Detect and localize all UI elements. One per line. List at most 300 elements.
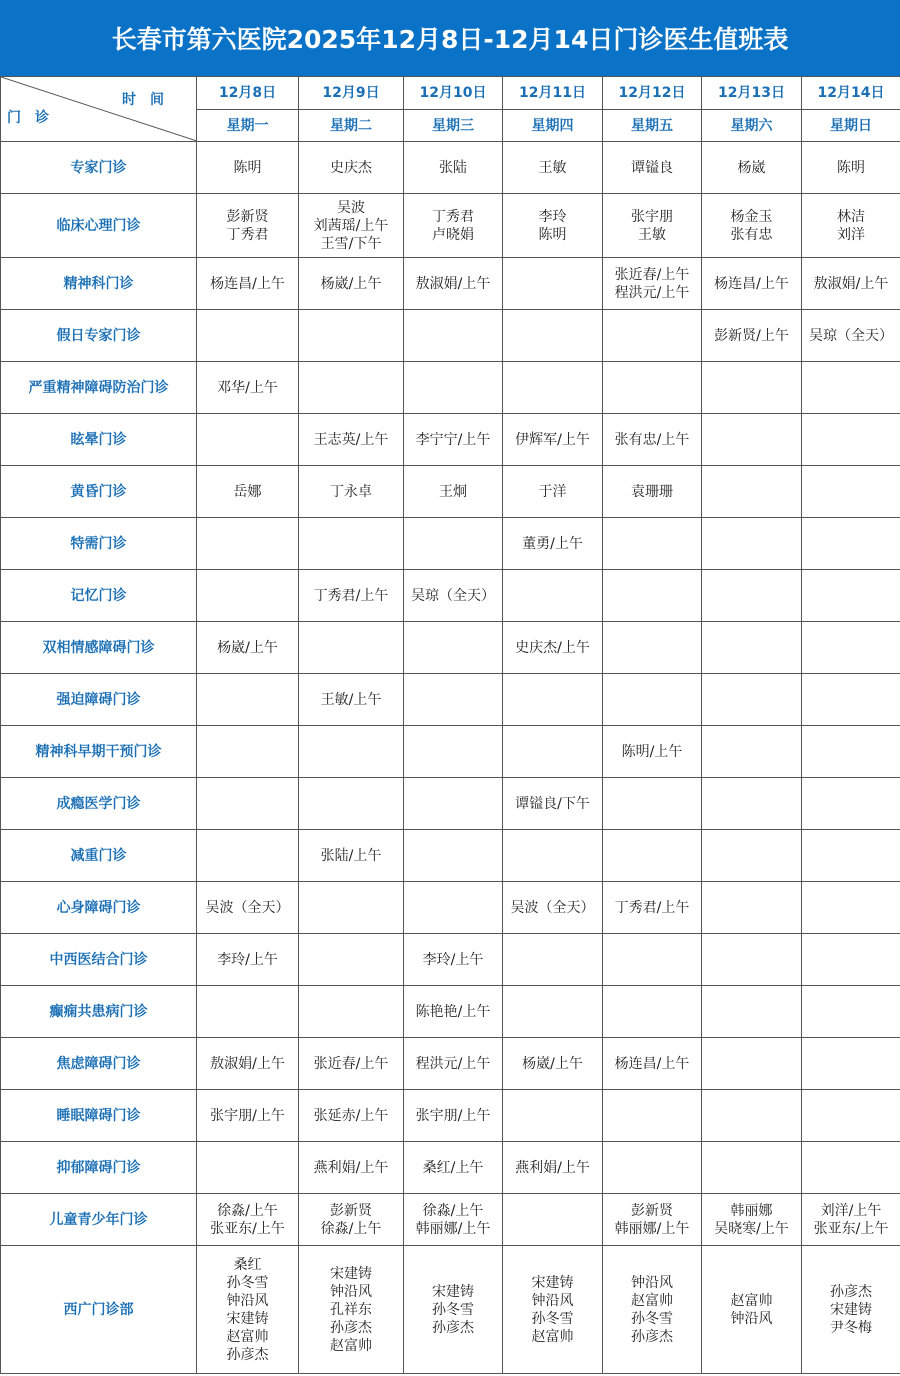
duty-cell: [503, 570, 603, 622]
duty-cell: [802, 194, 900, 258]
doctor-entry: 赵富帅: [226, 1328, 269, 1345]
duty-cell: [503, 622, 603, 674]
duty-cell: [702, 778, 802, 830]
doctor-entry: 杨崴/上午: [320, 275, 382, 292]
weekday-header: 星期三: [404, 110, 503, 142]
doctor-entry: 孙冬雪: [531, 1310, 574, 1327]
doctor-entry: 彭新贤: [631, 1202, 673, 1219]
clinic-name: 特需门诊: [1, 518, 197, 570]
clinic-name: 癫痫共患病门诊: [1, 986, 197, 1038]
weekday-header: 星期五: [603, 110, 702, 142]
duty-cell: [702, 1142, 802, 1194]
duty-cell: [197, 194, 299, 258]
doctor-entry: 谭镒良: [631, 159, 673, 176]
doctor-entry: 宋建铸: [330, 1265, 372, 1282]
duty-cell: [702, 726, 802, 778]
duty-cell: [702, 466, 802, 518]
table-row: [1, 1090, 900, 1142]
clinic-label: 门诊: [7, 110, 63, 126]
table-row: [1, 674, 900, 726]
doctor-entry: 孙彦杰: [631, 1328, 673, 1345]
duty-cell: [299, 1090, 404, 1142]
duty-cell: [197, 1142, 299, 1194]
duty-cell: [404, 362, 503, 414]
clinic-name: 心身障碍门诊: [1, 882, 197, 934]
duty-cell: [404, 466, 503, 518]
table-row: [1, 830, 900, 882]
duty-cell: [603, 1246, 702, 1374]
duty-cell: [503, 518, 603, 570]
duty-cell: [802, 466, 900, 518]
doctor-entry: 丁秀君: [432, 208, 474, 225]
duty-cell: [503, 194, 603, 258]
duty-cell: [503, 1194, 603, 1246]
duty-cell: [802, 674, 900, 726]
duty-cell: [802, 726, 900, 778]
header-corner-cell: [1, 77, 197, 142]
doctor-entry: 赵富帅: [631, 1292, 673, 1309]
duty-cell: [702, 1038, 802, 1090]
doctor-entry: 张亚东/上午: [210, 1220, 285, 1237]
doctor-entry: 吴晓寒/上午: [714, 1220, 789, 1237]
doctor-entry: 杨崴/上午: [522, 1055, 583, 1072]
doctor-entry: 孙彦杰: [432, 1319, 474, 1336]
doctor-entry: 李玲: [538, 208, 567, 225]
doctor-entry: 韩丽娜/上午: [614, 1220, 690, 1237]
doctor-entry: 钟沿风: [226, 1292, 269, 1309]
doctor-entry: 钟沿风: [730, 1310, 773, 1327]
doctor-entry: 张陆/上午: [320, 847, 382, 864]
doctor-entry: 宋建铸: [226, 1310, 269, 1327]
doctor-entry: 谭镒良/下午: [515, 795, 590, 812]
clinic-name: 眩晕门诊: [1, 414, 197, 466]
doctor-entry: 陈明: [233, 159, 262, 176]
doctor-entry: 吴琼（全天）: [809, 327, 893, 344]
doctor-entry: 彭新贤/上午: [714, 327, 789, 344]
duty-schedule-table: [0, 76, 900, 1374]
duty-cell: [197, 830, 299, 882]
date-header: 12月10日: [404, 77, 503, 110]
duty-cell: [503, 414, 603, 466]
duty-cell: [299, 310, 404, 362]
duty-cell: [197, 674, 299, 726]
duty-cell: [702, 414, 802, 466]
duty-cell: [404, 310, 503, 362]
doctor-entry: 张近春/上午: [614, 266, 690, 283]
doctor-entry: 吴波（全天）: [510, 899, 595, 916]
duty-cell: [603, 570, 702, 622]
weekday-header: 星期日: [802, 110, 900, 142]
duty-cell: [802, 1142, 900, 1194]
duty-cell: [404, 258, 503, 310]
duty-cell: [702, 1246, 802, 1374]
duty-cell: [299, 414, 404, 466]
doctor-entry: 燕利娟/上午: [515, 1159, 590, 1176]
doctor-entry: 邓华/上午: [217, 379, 278, 396]
doctor-entry: 陈明: [837, 159, 865, 176]
duty-cell: [197, 466, 299, 518]
doctor-entry: 张延赤/上午: [313, 1107, 389, 1124]
duty-cell: [503, 258, 603, 310]
duty-cell: [404, 194, 503, 258]
duty-cell: [299, 986, 404, 1038]
doctor-entry: 刘洋: [837, 226, 865, 243]
duty-cell: [603, 622, 702, 674]
duty-cell: [702, 986, 802, 1038]
duty-cell: [404, 986, 503, 1038]
doctor-entry: 桑红: [233, 1256, 262, 1273]
duty-cell: [404, 934, 503, 986]
clinic-name: 临床心理门诊: [1, 194, 197, 258]
duty-cell: [299, 830, 404, 882]
duty-cell: [603, 466, 702, 518]
duty-cell: [404, 518, 503, 570]
doctor-entry: 程洪元/上午: [614, 284, 690, 301]
doctor-entry: 王敏/上午: [320, 691, 382, 708]
duty-cell: [299, 934, 404, 986]
doctor-entry: 张有忠/上午: [614, 431, 690, 448]
doctor-entry: 彭新贤: [226, 208, 269, 225]
doctor-entry: 丁永卓: [330, 483, 372, 500]
doctor-entry: 王炯: [439, 483, 467, 500]
duty-cell: [702, 362, 802, 414]
doctor-entry: 徐淼/上午: [320, 1220, 382, 1237]
date-header: 12月9日: [299, 77, 404, 110]
doctor-entry: 王敏: [638, 226, 666, 243]
doctor-entry: 敖淑娟/上午: [415, 275, 491, 292]
duty-cell: [299, 1038, 404, 1090]
duty-cell: [603, 1090, 702, 1142]
page-title: 长春市第六医院2025年12月8日-12月14日门诊医生值班表: [0, 0, 900, 76]
duty-cell: [503, 466, 603, 518]
duty-cell: [603, 258, 702, 310]
doctor-entry: 尹冬梅: [830, 1319, 872, 1336]
doctor-entry: 赵富帅: [531, 1328, 574, 1345]
doctor-entry: 丁秀君/上午: [313, 587, 389, 604]
doctor-entry: 张宇朋/上午: [415, 1107, 491, 1124]
duty-cell: [603, 934, 702, 986]
duty-cell: [802, 1246, 900, 1374]
table-row: [1, 1246, 900, 1374]
doctor-entry: 陈明: [538, 226, 567, 243]
duty-cell: [802, 986, 900, 1038]
doctor-entry: 史庆杰: [330, 159, 372, 176]
duty-cell: [503, 310, 603, 362]
doctor-entry: 史庆杰/上午: [515, 639, 590, 656]
duty-cell: [702, 882, 802, 934]
duty-cell: [503, 1142, 603, 1194]
duty-cell: [802, 882, 900, 934]
doctor-entry: 杨连昌/上午: [714, 275, 789, 292]
doctor-entry: 宋建铸: [830, 1301, 872, 1318]
duty-cell: [197, 622, 299, 674]
duty-cell: [603, 986, 702, 1038]
duty-cell: [503, 362, 603, 414]
duty-cell: [603, 830, 702, 882]
doctor-entry: 徐淼/上午: [217, 1202, 278, 1219]
doctor-entry: 刘洋/上午: [820, 1202, 882, 1219]
date-header: 12月14日: [802, 77, 900, 110]
duty-cell: [503, 830, 603, 882]
time-label: 时间: [122, 92, 178, 108]
doctor-entry: 杨崴/上午: [217, 639, 278, 656]
duty-cell: [802, 1194, 900, 1246]
duty-cell: [802, 778, 900, 830]
table-row: [1, 986, 900, 1038]
duty-cell: [404, 830, 503, 882]
duty-cell: [503, 1246, 603, 1374]
duty-cell: [404, 570, 503, 622]
duty-cell: [299, 1194, 404, 1246]
duty-cell: [299, 194, 404, 258]
doctor-entry: 吴波（全天）: [205, 899, 290, 916]
duty-cell: [197, 1246, 299, 1374]
duty-cell: [802, 622, 900, 674]
duty-cell: [197, 882, 299, 934]
doctor-entry: 刘茜瑶/上午: [313, 217, 389, 234]
duty-cell: [299, 674, 404, 726]
doctor-entry: 袁珊珊: [631, 483, 673, 500]
doctor-entry: 吴琼（全天）: [411, 587, 495, 604]
doctor-entry: 钟沿风: [531, 1292, 574, 1309]
doctor-entry: 赵富帅: [330, 1337, 372, 1354]
duty-cell: [603, 414, 702, 466]
doctor-entry: 丁秀君: [226, 226, 269, 243]
clinic-name: 精神科早期干预门诊: [1, 726, 197, 778]
duty-cell: [299, 518, 404, 570]
doctor-entry: 李宁宁/上午: [415, 431, 491, 448]
duty-cell: [802, 142, 900, 194]
duty-cell: [503, 882, 603, 934]
duty-cell: [404, 1038, 503, 1090]
date-header: 12月13日: [702, 77, 802, 110]
clinic-name: 中西医结合门诊: [1, 934, 197, 986]
doctor-entry: 张宇朋: [631, 208, 673, 225]
duty-cell: [197, 518, 299, 570]
doctor-entry: 宋建铸: [432, 1283, 474, 1300]
clinic-name: 假日专家门诊: [1, 310, 197, 362]
duty-cell: [404, 882, 503, 934]
duty-cell: [702, 518, 802, 570]
clinic-name: 睡眠障碍门诊: [1, 1090, 197, 1142]
duty-cell: [603, 142, 702, 194]
duty-cell: [503, 986, 603, 1038]
duty-cell: [197, 778, 299, 830]
doctor-entry: 彭新贤: [330, 1202, 372, 1219]
doctor-entry: 李玲/上午: [217, 951, 278, 968]
duty-cell: [404, 778, 503, 830]
doctor-entry: 王志英/上午: [313, 431, 389, 448]
weekday-header: 星期二: [299, 110, 404, 142]
duty-cell: [197, 1194, 299, 1246]
doctor-entry: 钟沿风: [330, 1283, 372, 1300]
doctor-entry: 赵富帅: [730, 1292, 773, 1309]
clinic-name: 严重精神障碍防治门诊: [1, 362, 197, 414]
clinic-name: 焦虑障碍门诊: [1, 1038, 197, 1090]
duty-cell: [404, 142, 503, 194]
duty-cell: [603, 1142, 702, 1194]
duty-cell: [802, 414, 900, 466]
doctor-entry: 张近春/上午: [313, 1055, 389, 1072]
duty-cell: [299, 362, 404, 414]
duty-cell: [299, 726, 404, 778]
duty-cell: [702, 570, 802, 622]
doctor-entry: 杨连昌/上午: [210, 275, 285, 292]
weekday-header: 星期六: [702, 110, 802, 142]
duty-cell: [299, 142, 404, 194]
doctor-entry: 陈明/上午: [621, 743, 683, 760]
duty-cell: [802, 310, 900, 362]
table-row: [1, 466, 900, 518]
duty-cell: [404, 1246, 503, 1374]
doctor-entry: 徐淼/上午: [422, 1202, 484, 1219]
duty-cell: [603, 778, 702, 830]
doctor-entry: 丁秀君/上午: [614, 899, 690, 916]
table-row: [1, 882, 900, 934]
doctor-entry: 于洋: [538, 483, 567, 500]
doctor-entry: 孙彦杰: [226, 1346, 269, 1363]
doctor-entry: 钟沿风: [631, 1274, 673, 1291]
doctor-entry: 李玲/上午: [422, 951, 484, 968]
table-row: [1, 934, 900, 986]
doctor-entry: 张有忠: [730, 226, 773, 243]
doctor-entry: 杨金玉: [730, 208, 773, 225]
doctor-entry: 张宇朋/上午: [210, 1107, 285, 1124]
doctor-entry: 张陆: [439, 159, 467, 176]
duty-cell: [802, 570, 900, 622]
doctor-entry: 敖淑娟/上午: [813, 275, 889, 292]
duty-cell: [603, 674, 702, 726]
table-row: [1, 570, 900, 622]
doctor-entry: 孙彦杰: [330, 1319, 372, 1336]
duty-cell: [702, 1090, 802, 1142]
duty-cell: [404, 1142, 503, 1194]
doctor-entry: 吴波: [337, 199, 365, 216]
clinic-name: 抑郁障碍门诊: [1, 1142, 197, 1194]
duty-cell: [197, 362, 299, 414]
duty-cell: [603, 362, 702, 414]
duty-cell: [603, 1038, 702, 1090]
duty-cell: [702, 934, 802, 986]
doctor-entry: 董勇/上午: [522, 535, 583, 552]
table-row: [1, 622, 900, 674]
date-header: 12月12日: [603, 77, 702, 110]
duty-cell: [197, 1090, 299, 1142]
duty-cell: [702, 258, 802, 310]
table-row: [1, 1194, 900, 1246]
duty-cell: [197, 1038, 299, 1090]
clinic-name: 强迫障碍门诊: [1, 674, 197, 726]
duty-cell: [603, 726, 702, 778]
clinic-name: 减重门诊: [1, 830, 197, 882]
doctor-entry: 王敏: [538, 159, 567, 176]
doctor-entry: 孙冬雪: [226, 1274, 269, 1291]
duty-cell: [503, 142, 603, 194]
table-row: [1, 414, 900, 466]
duty-cell: [603, 1194, 702, 1246]
duty-cell: [603, 310, 702, 362]
duty-cell: [702, 1194, 802, 1246]
duty-cell: [404, 1090, 503, 1142]
doctor-entry: 敖淑娟/上午: [210, 1055, 285, 1072]
clinic-name: 儿童青少年门诊: [1, 1194, 197, 1246]
duty-cell: [404, 674, 503, 726]
duty-cell: [503, 934, 603, 986]
duty-cell: [503, 1090, 603, 1142]
duty-cell: [603, 194, 702, 258]
duty-cell: [197, 414, 299, 466]
weekday-header: 星期一: [197, 110, 299, 142]
clinic-name: 记忆门诊: [1, 570, 197, 622]
duty-cell: [802, 258, 900, 310]
duty-cell: [299, 778, 404, 830]
duty-cell: [404, 414, 503, 466]
duty-cell: [197, 570, 299, 622]
doctor-entry: 韩丽娜/上午: [415, 1220, 491, 1237]
doctor-entry: 岳娜: [233, 483, 262, 500]
duty-cell: [702, 310, 802, 362]
duty-cell: [197, 986, 299, 1038]
duty-cell: [299, 622, 404, 674]
table-row: [1, 518, 900, 570]
duty-cell: [197, 310, 299, 362]
doctor-entry: 卢晓娟: [432, 226, 474, 243]
duty-cell: [702, 830, 802, 882]
duty-cell: [503, 1038, 603, 1090]
doctor-entry: 杨连昌/上午: [614, 1055, 690, 1072]
doctor-entry: 程洪元/上午: [415, 1055, 491, 1072]
clinic-name: 黄昏门诊: [1, 466, 197, 518]
doctor-entry: 孔祥东: [330, 1301, 372, 1318]
doctor-entry: 陈艳艳/上午: [415, 1003, 491, 1020]
table-row: [1, 258, 900, 310]
duty-cell: [802, 362, 900, 414]
duty-cell: [503, 674, 603, 726]
duty-cell: [197, 258, 299, 310]
duty-cell: [603, 882, 702, 934]
doctor-entry: 孙彦杰: [830, 1283, 872, 1300]
duty-cell: [702, 194, 802, 258]
doctor-entry: 伊辉军/上午: [515, 431, 590, 448]
duty-cell: [802, 1090, 900, 1142]
doctor-entry: 孙冬雪: [631, 1310, 673, 1327]
duty-cell: [802, 518, 900, 570]
doctor-entry: 杨崴: [737, 159, 766, 176]
table-row: [1, 194, 900, 258]
table-row: [1, 726, 900, 778]
doctor-entry: 宋建铸: [531, 1274, 574, 1291]
duty-cell: [802, 830, 900, 882]
duty-cell: [299, 1142, 404, 1194]
table-row: [1, 1142, 900, 1194]
duty-cell: [299, 882, 404, 934]
duty-cell: [404, 726, 503, 778]
duty-cell: [702, 142, 802, 194]
doctor-entry: 燕利娟/上午: [313, 1159, 389, 1176]
table-row: [1, 310, 900, 362]
date-header: 12月11日: [503, 77, 603, 110]
doctor-entry: 孙冬雪: [432, 1301, 474, 1318]
clinic-name: 专家门诊: [1, 142, 197, 194]
duty-cell: [299, 1246, 404, 1374]
duty-cell: [503, 726, 603, 778]
doctor-entry: 桑红/上午: [422, 1159, 484, 1176]
date-header: 12月8日: [197, 77, 299, 110]
clinic-name: 成瘾医学门诊: [1, 778, 197, 830]
duty-cell: [802, 934, 900, 986]
table-row: [1, 142, 900, 194]
duty-cell: [404, 622, 503, 674]
